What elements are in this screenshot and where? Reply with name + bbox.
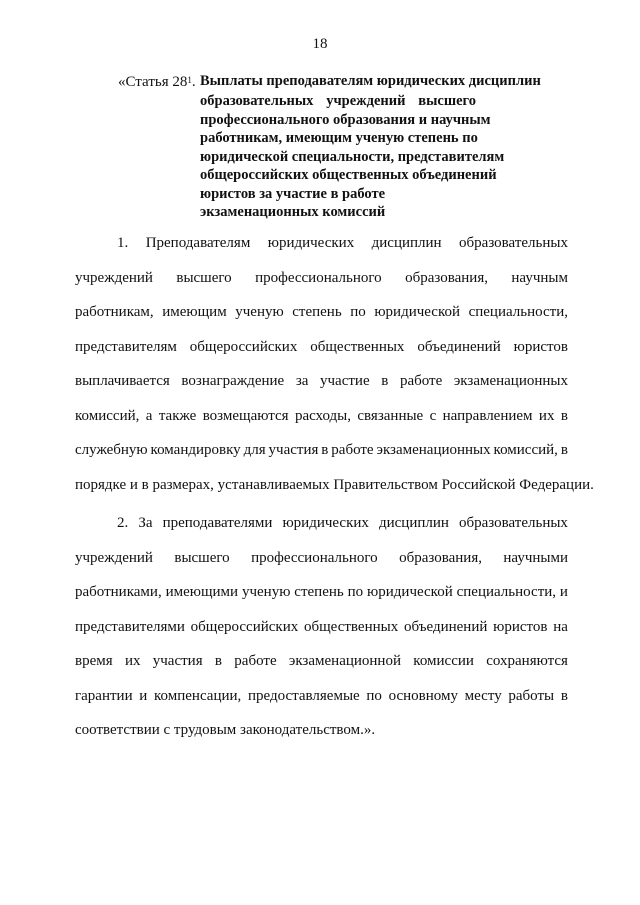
paragraph-line: представителям общероссийских общественных объединений юристов (75, 338, 568, 355)
article-label-superscript: 1 (187, 75, 192, 85)
paragraph-line: представителями общероссийских общественных объединений юристов на (75, 618, 568, 635)
article-title-line: Выплаты преподавателям юридических дисциплин (200, 73, 541, 89)
paragraph-line: учреждений высшего профессионального образования, научными (75, 549, 568, 566)
paragraph-line: время их участия в работе экзаменационной комиссии сохраняются (75, 653, 568, 669)
article-title-line: юридической специальности, представителям (200, 148, 505, 165)
paragraph-line: учреждений высшего профессионального образования, научным (75, 269, 568, 286)
article-title-line: юристов за участие в работе (200, 185, 386, 202)
article-label (118, 72, 196, 92)
paragraph-line: работникам, имеющим ученую степень по юридической специальности, (75, 304, 568, 320)
paragraph-line: соответствии с трудовым законодательством.». (75, 722, 376, 738)
article-label-text: «Статья 28 (118, 74, 188, 90)
article-title-line: профессионального образования и научным (200, 111, 491, 128)
article-title-line: экзаменационных комиссий (200, 204, 386, 220)
article-title-line: работникам, имеющим ученую степень по (200, 130, 478, 146)
paragraph-line: комиссий, а также возмещаются расходы, связанные с направлением их в (75, 407, 568, 424)
paragraph-line: служебную командировку для участия в работе экзаменационных комиссий, в (75, 442, 568, 458)
page-number: 18 (312, 36, 328, 52)
article-title-line: образовательных учреждений высшего (200, 93, 476, 109)
paragraph-line: выплачивается вознаграждение за участие в работе экзаменационных (75, 373, 568, 389)
paragraph-1 (75, 226, 594, 502)
paragraph-line: 1. Преподавателям юридических дисциплин образовательных (117, 235, 568, 251)
paragraph-line: гарантии и компенсации, предоставляемые по основному месту работы в (75, 687, 568, 704)
paragraph-line: работниками, имеющими ученую степень по юридической специальности, и (75, 584, 568, 600)
paragraph-line: 2. За преподавателями юридических дисциплин образовательных (117, 515, 568, 531)
paragraph-line: порядке и в размерах, устанавливаемых Правительством Российской Федерации. (75, 476, 594, 493)
paragraph-2 (75, 506, 568, 748)
article-title-line: общероссийских общественных объединений (200, 167, 497, 183)
article-label-dot: . (191, 74, 196, 90)
